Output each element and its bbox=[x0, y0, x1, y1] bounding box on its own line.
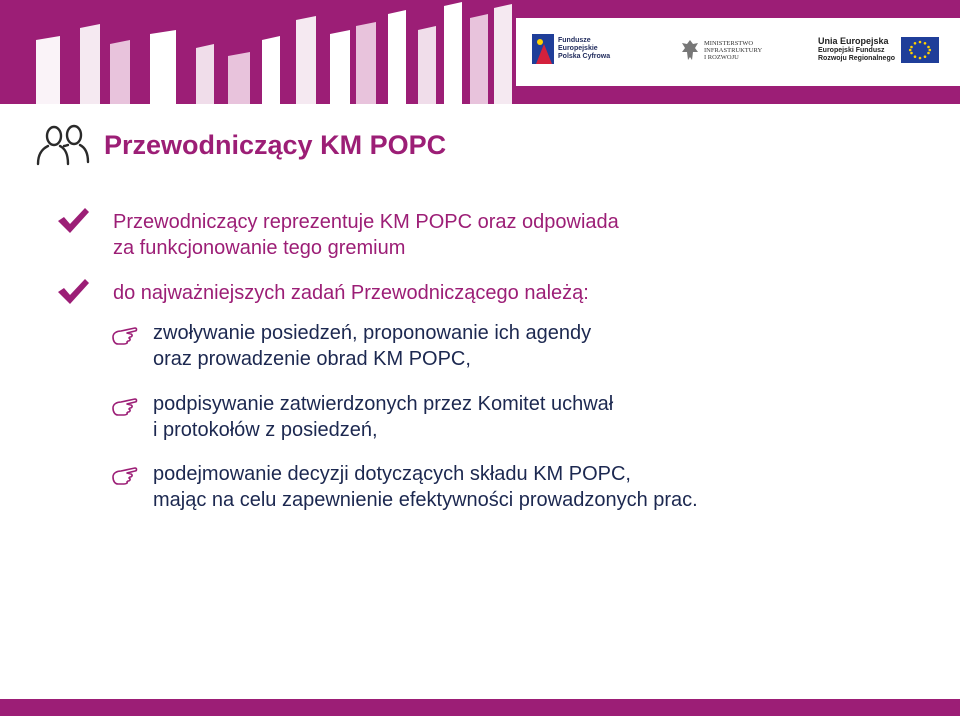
ministerstwo-line3: I ROZWOJU bbox=[704, 53, 739, 61]
fundusze-europejskie-logo bbox=[532, 34, 610, 64]
logo-panel bbox=[516, 18, 960, 86]
bullet-1-line-1: Przewodniczący reprezentuje KM POPC oraz odpowiada bbox=[113, 211, 619, 233]
eagle-emblem-icon bbox=[680, 38, 700, 62]
header-banner bbox=[0, 0, 960, 104]
subitem-2-line-2: i protokołów z posiedzeń, bbox=[153, 419, 378, 441]
eu-flag-icon bbox=[901, 37, 939, 63]
footer-bar bbox=[0, 699, 960, 716]
bullet-text-2 bbox=[113, 280, 589, 306]
bullet-1-line-2: za funkcjonowanie tego gremium bbox=[113, 237, 406, 259]
ministerstwo-logo bbox=[680, 38, 762, 62]
decorative-blocks bbox=[0, 0, 516, 104]
pointing-hand-icon bbox=[111, 325, 139, 350]
subitem-3-line-1: podejmowanie decyzji dotyczących składu KM POPC, bbox=[153, 463, 631, 485]
subitem-text-1 bbox=[153, 320, 591, 372]
fundusze-line2: Europejskie bbox=[558, 45, 598, 52]
checkmark-icon bbox=[56, 206, 90, 234]
fundusze-line3: Polska Cyfrowa bbox=[558, 53, 611, 60]
ministerstwo-line2: INFRASTRUKTURY bbox=[704, 46, 763, 54]
unia-line1: Unia Europejska bbox=[818, 36, 889, 46]
ministerstwo-line1: MINISTERSTWO bbox=[704, 39, 754, 47]
pointing-hand-icon bbox=[111, 465, 139, 490]
people-icon bbox=[34, 124, 92, 166]
bullet-2-line-1: do najważniejszych zadań Przewodniczącego należą: bbox=[113, 282, 589, 304]
slide-title: Przewodniczący KM POPC bbox=[104, 129, 447, 160]
subitem-1-line-1: zwoływanie posiedzeń, proponowanie ich agendy bbox=[153, 322, 592, 344]
bullet-text-1 bbox=[113, 209, 619, 261]
subitem-3-line-2: mając na celu zapewnienie efektywności prowadzonych prac. bbox=[153, 489, 698, 511]
checkmark-icon bbox=[56, 277, 90, 305]
pointing-hand-icon bbox=[111, 396, 139, 421]
subitem-text-3 bbox=[153, 461, 698, 513]
subitem-1-line-2: oraz prowadzenie obrad KM POPC, bbox=[153, 348, 471, 370]
title-row bbox=[34, 124, 446, 166]
fundusze-flag-icon bbox=[532, 34, 554, 64]
unia-europejska-logo bbox=[818, 36, 939, 63]
fundusze-line1: Fundusze bbox=[558, 37, 591, 44]
unia-line2: Europejski Fundusz bbox=[818, 47, 885, 54]
unia-line3: Rozwoju Regionalnego bbox=[818, 55, 895, 62]
subitem-text-2 bbox=[153, 391, 613, 443]
subitem-2-line-1: podpisywanie zatwierdzonych przez Komitet uchwał bbox=[153, 393, 614, 415]
